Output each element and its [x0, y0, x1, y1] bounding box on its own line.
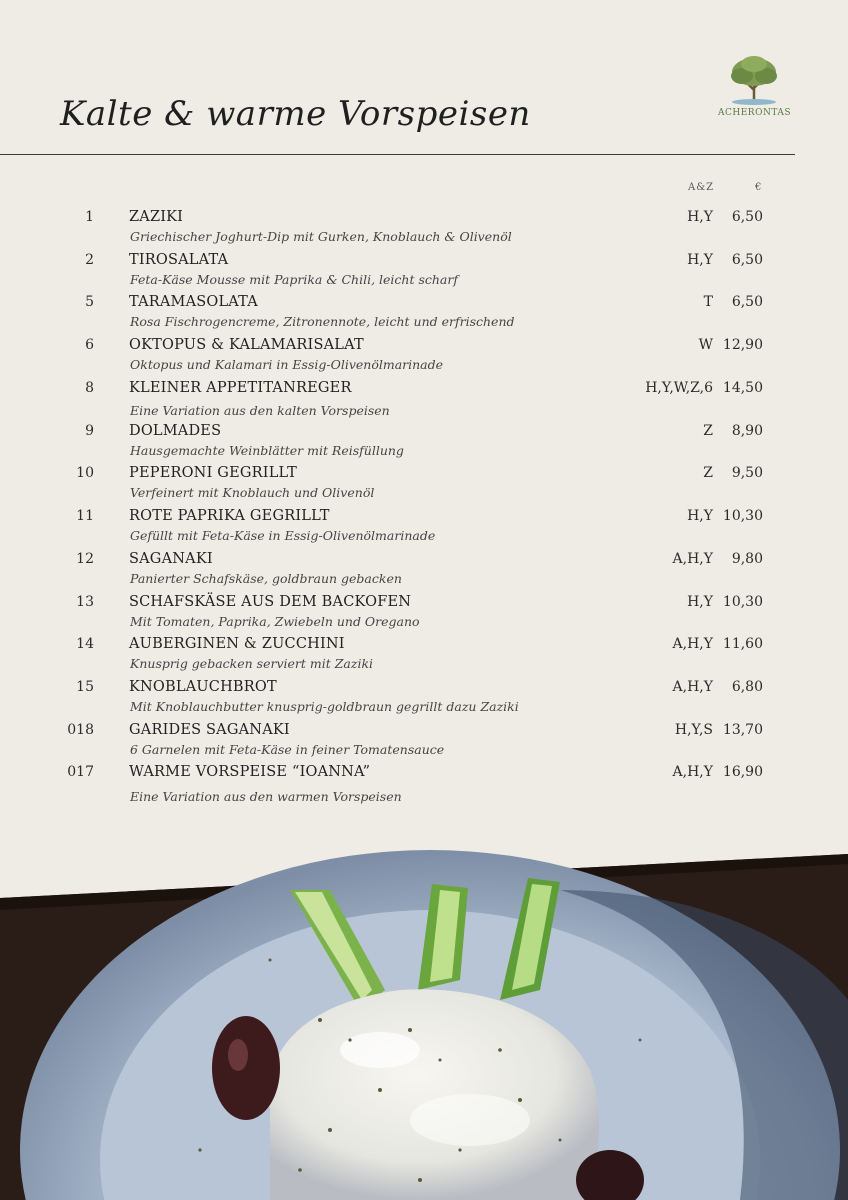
menu-item	[0, 548, 848, 590]
item-price: 6,80	[731, 679, 763, 695]
item-description: Oktopus und Kalamari in Essig-Olivenölmarinade	[130, 357, 444, 372]
item-number: 6	[85, 337, 94, 353]
olive-tree-icon	[718, 54, 790, 106]
item-name: DOLMADES	[129, 423, 222, 439]
item-name: KNOBLAUCHBROT	[129, 679, 277, 695]
item-price: 9,50	[731, 465, 763, 481]
item-allergens: Z	[703, 465, 713, 481]
item-allergens: A,H,Y	[672, 679, 713, 695]
menu-item	[0, 505, 848, 547]
item-number: 018	[67, 722, 94, 738]
item-name: WARME VORSPEISE “IOANNA”	[129, 764, 371, 780]
item-price: 11,60	[722, 636, 763, 652]
item-allergens: A,H,Y	[672, 636, 713, 652]
item-number: 5	[85, 294, 94, 310]
page-title: Kalte & warme Vorspeisen	[60, 94, 531, 134]
menu-item	[0, 377, 848, 419]
item-number: 8	[85, 380, 94, 396]
brand-name: ACHERONTAS	[718, 108, 792, 118]
item-description: Knusprig gebacken serviert mit Zaziki	[130, 656, 374, 671]
food-photo	[0, 850, 848, 1200]
item-allergens: H,Y	[687, 252, 713, 268]
item-price: 10,30	[722, 508, 763, 524]
item-name: TARAMASOLATA	[129, 294, 258, 310]
item-name: SCHAFSKÄSE AUS DEM BACKOFEN	[129, 594, 412, 610]
item-number: 13	[76, 594, 94, 610]
item-description: Mit Knoblauchbutter knusprig-goldbraun gegrillt dazu Zaziki	[130, 699, 519, 714]
item-description: Gefüllt mit Feta-Käse in Essig-Olivenölmarinade	[130, 528, 436, 543]
item-number: 15	[76, 679, 94, 695]
item-name: OKTOPUS & KALAMARISALAT	[129, 337, 364, 353]
item-allergens: H,Y	[687, 209, 713, 225]
item-price: 16,90	[722, 764, 763, 780]
brand-logo	[718, 54, 790, 122]
item-allergens: H,Y	[687, 508, 713, 524]
item-description: Mit Tomaten, Paprika, Zwiebeln und Oregano	[130, 614, 420, 629]
item-price: 8,90	[731, 423, 763, 439]
menu-item	[0, 206, 848, 248]
item-name: ZAZIKI	[129, 209, 184, 225]
item-number: 12	[76, 551, 94, 567]
item-description: Griechischer Joghurt-Dip mit Gurken, Knoblauch & Olivenöl	[130, 229, 512, 244]
item-allergens: W	[698, 337, 713, 353]
item-price: 9,80	[731, 551, 763, 567]
item-name: AUBERGINEN & ZUCCHINI	[129, 636, 345, 652]
item-description: Eine Variation aus den kalten Vorspeisen	[130, 403, 390, 418]
item-number: 10	[76, 465, 94, 481]
menu-item	[0, 420, 848, 462]
item-name: TIROSALATA	[129, 252, 229, 268]
item-number: 017	[67, 764, 94, 780]
item-name: ROTE PAPRIKA GEGRILLT	[129, 508, 330, 524]
item-allergens: A,H,Y	[672, 551, 713, 567]
item-description: Rosa Fischrogencreme, Zitronennote, leicht und erfrischend	[130, 314, 515, 329]
item-price: 12,90	[722, 337, 763, 353]
item-name: PEPERONI GEGRILLT	[129, 465, 298, 481]
item-description: 6 Garnelen mit Feta-Käse in feiner Tomatensauce	[130, 742, 445, 757]
item-price: 6,50	[731, 209, 763, 225]
item-description: Feta-Käse Mousse mit Paprika & Chili, leicht scharf	[130, 272, 458, 287]
menu-item	[0, 462, 848, 504]
menu-item	[0, 761, 848, 803]
item-allergens: H,Y,S	[674, 722, 713, 738]
item-number: 1	[85, 209, 94, 225]
item-number: 9	[85, 423, 94, 439]
item-name: SAGANAKI	[129, 551, 213, 567]
item-price: 14,50	[722, 380, 763, 396]
menu-item	[0, 591, 848, 633]
item-allergens: A,H,Y	[672, 764, 713, 780]
menu-item	[0, 249, 848, 291]
item-number: 11	[76, 508, 94, 524]
item-description: Verfeinert mit Knoblauch und Olivenöl	[130, 485, 375, 500]
menu-item	[0, 676, 848, 718]
item-allergens: Z	[703, 423, 713, 439]
item-description: Eine Variation aus den warmen Vorspeisen	[130, 789, 402, 804]
item-description: Panierter Schafskäse, goldbraun gebacken	[130, 571, 402, 586]
item-description: Hausgemachte Weinblätter mit Reisfüllung	[130, 443, 404, 458]
item-price: 6,50	[731, 252, 763, 268]
item-number: 2	[85, 252, 94, 268]
item-name: GARIDES SAGANAKI	[129, 722, 290, 738]
item-price: 6,50	[731, 294, 763, 310]
menu-item	[0, 334, 848, 376]
item-number: 14	[76, 636, 94, 652]
menu-item	[0, 633, 848, 675]
item-allergens: H,Y,W,Z,6	[645, 380, 713, 396]
menu-item	[0, 291, 848, 333]
price-column-header: €	[755, 182, 763, 193]
menu-item	[0, 719, 848, 761]
item-allergens: H,Y	[687, 594, 713, 610]
allergens-column-header: A&Z	[688, 182, 715, 193]
item-price: 10,30	[722, 594, 763, 610]
item-name: KLEINER APPETITANREGER	[129, 380, 352, 396]
item-price: 13,70	[722, 722, 763, 738]
item-allergens: T	[703, 294, 713, 310]
divider	[0, 154, 795, 155]
